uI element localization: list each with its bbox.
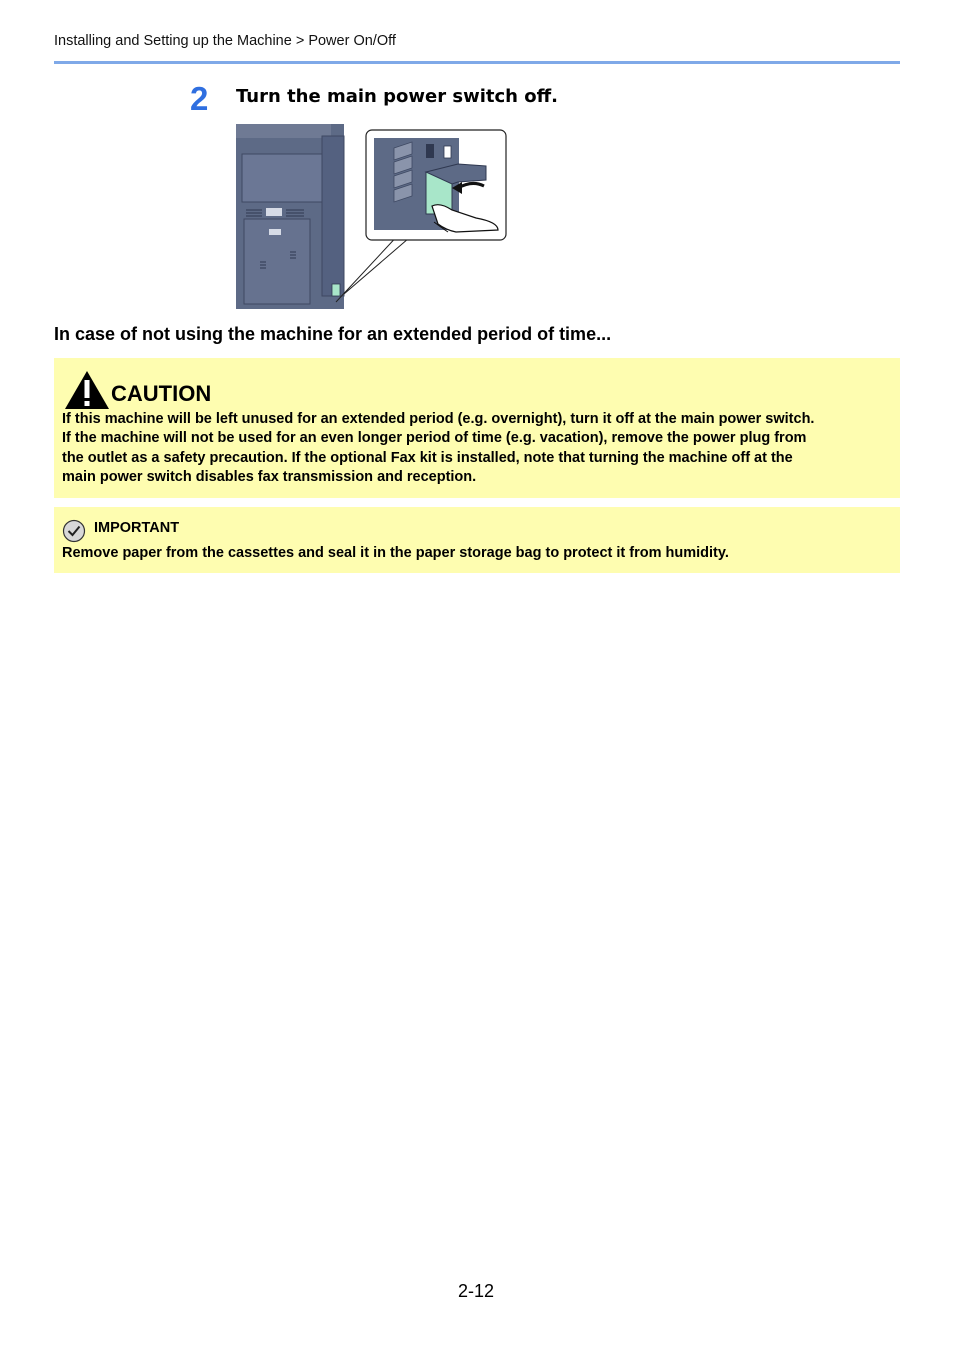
caution-title: CAUTION [111,381,212,406]
warning-triangle-icon [64,370,110,410]
breadcrumb: Installing and Setting up the Machine > Power On/Off [54,33,396,49]
checkmark-circle-icon [62,519,86,543]
step-instruction: Turn the main power switch off. [236,86,559,107]
important-title: IMPORTANT [94,520,180,536]
caution-line: main power switch disables fax transmission and reception. [62,469,477,486]
caution-line: If the machine will not be used for an even longer period of time (e.g. vacation), remove the power plug from [62,430,807,447]
caution-line: the outlet as a safety precaution. If the optional Fax kit is installed, note that turning the machine off at the [62,449,793,466]
caution-box [54,358,900,498]
section-heading: In case of not using the machine for an extended period of time... [54,324,612,344]
important-box [54,507,900,573]
caution-text [62,410,894,488]
power-switch-illustration [236,124,508,309]
page-number: 2-12 [458,1281,495,1301]
caution-line: If this machine will be left unused for an extended period (e.g. overnight), turn it off at the main power switch. [62,411,815,427]
important-text: Remove paper from the cassettes and seal it in the paper storage bag to protect it from humidity. [62,545,729,561]
header-divider [54,61,900,64]
step-number: 2 [190,80,209,117]
